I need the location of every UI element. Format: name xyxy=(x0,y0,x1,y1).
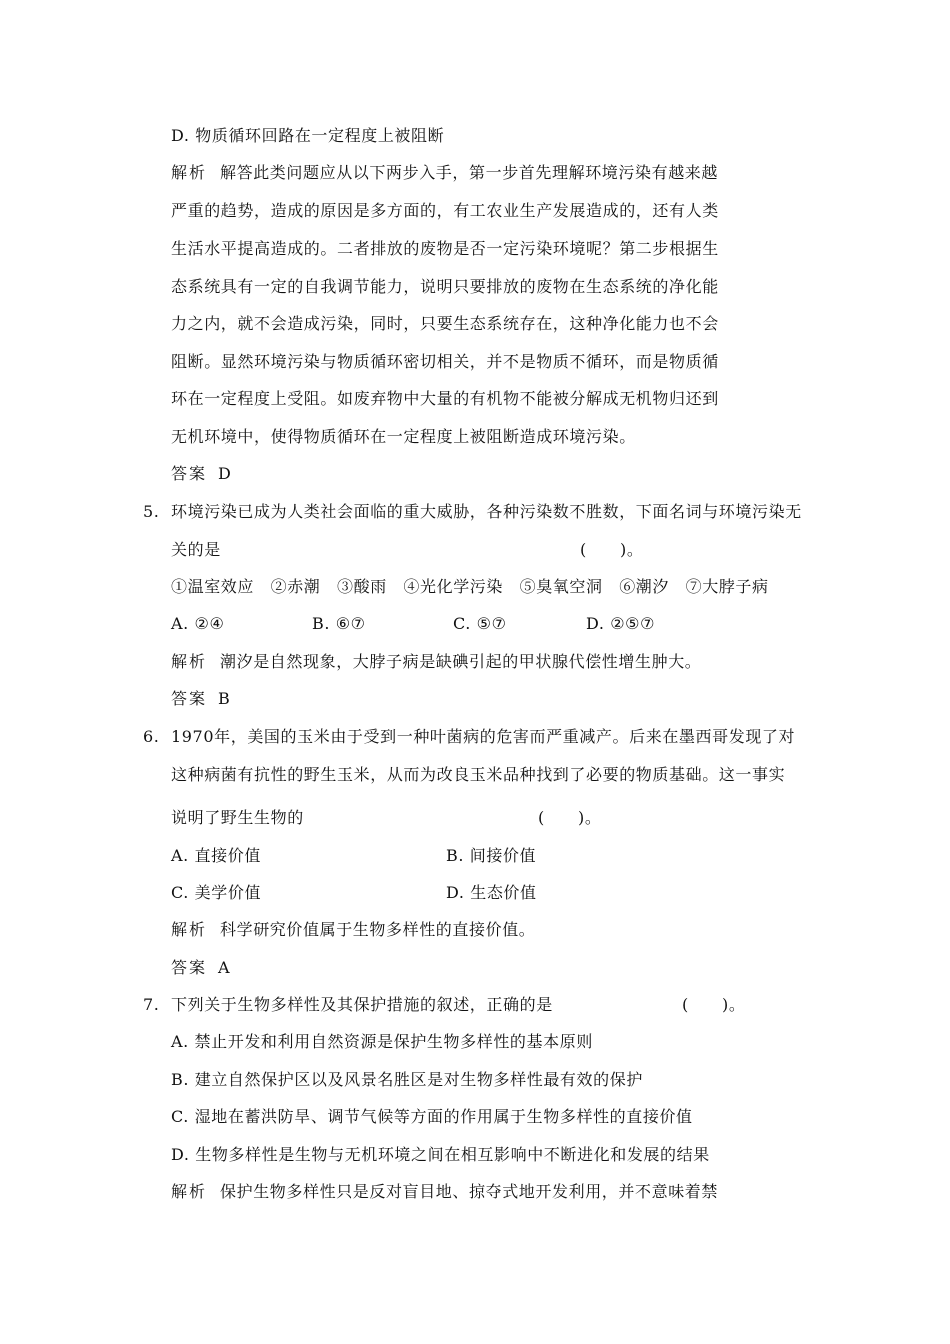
q6-answer-label: 答案 xyxy=(171,958,208,977)
q6-stem: 1970年，美国的玉米由于受到一种叶菌病的危害而严重减产。后来在墨西哥发现了对 xyxy=(171,727,796,746)
q4-analysis-line: 严重的趋势，造成的原因是多方面的，有工农业生产发展造成的，还有人类 xyxy=(171,201,719,220)
q4-option-d: D. 物质循环回路在一定程度上被阻断 xyxy=(171,126,445,145)
q4-analysis-line: 生活水平提高造成的。二者排放的废物是否一定污染环境呢？第二步根据生 xyxy=(171,239,719,258)
q7-option-a: A. 禁止开发和利用自然资源是保护生物多样性的基本原则 xyxy=(171,1032,593,1051)
q6-analysis: 科学研究价值属于生物多样性的直接价值。 xyxy=(220,920,536,939)
q4-analysis-line: 解答此类问题应从以下两步入手，第一步首先理解环境污染有越来越 xyxy=(220,163,719,182)
q5-stem: 环境污染已成为人类社会面临的重大威胁，各种污染数不胜数，下面名词与环境污染无 xyxy=(171,502,802,521)
q5-option-c: C. ⑤⑦ xyxy=(453,614,507,633)
q6-option-b: B. 间接价值 xyxy=(446,846,537,865)
q5-answer: B xyxy=(218,689,231,708)
q4-answer: D xyxy=(218,464,232,483)
q4-analysis-line: 环在一定程度上受阻。如废弃物中大量的有机物不能被分解成无机物归还到 xyxy=(171,389,719,408)
q7-analysis: 保护生物多样性只是反对盲目地、掠夺式地开发利用，并不意味着禁 xyxy=(220,1182,719,1201)
q4-analysis-line: 力之内，就不会造成污染，同时，只要生态系统存在，这种净化能力也不会 xyxy=(171,314,719,333)
q5-option-d: D. ②⑤⑦ xyxy=(586,614,656,633)
q4-answer-label: 答案 xyxy=(171,464,208,483)
q7-option-b: B. 建立自然保护区以及风景名胜区是对生物多样性最有效的保护 xyxy=(171,1070,643,1089)
q4-analysis-line: 无机环境中，使得物质循环在一定程度上被阻断造成环境污染。 xyxy=(171,427,636,446)
q5-answer-blank: ( )。 xyxy=(580,540,644,559)
q6-number: 6. xyxy=(143,727,160,746)
q6-option-a: A. 直接价值 xyxy=(171,846,261,865)
q6-answer: A xyxy=(218,958,231,977)
q7-answer-blank: ( )。 xyxy=(682,995,746,1014)
q6-option-c: C. 美学价值 xyxy=(171,883,262,902)
q5-number: 5. xyxy=(143,502,160,521)
q5-option-a: A. ②④ xyxy=(171,614,225,633)
q4-analysis-label: 解析 xyxy=(171,163,208,182)
q6-stem: 这种病菌有抗性的野生玉米，从而为改良玉米品种找到了必要的物质基础。这一事实 xyxy=(171,765,786,784)
q4-analysis-line: 态系统具有一定的自我调节能力，说明只要排放的废物在生态系统的净化能 xyxy=(171,277,719,296)
q5-analysis: 潮汐是自然现象，大脖子病是缺碘引起的甲状腺代偿性增生肿大。 xyxy=(220,652,702,671)
q6-stem: 说明了野生生物的 xyxy=(171,808,304,827)
q7-stem: 下列关于生物多样性及其保护措施的叙述，正确的是 xyxy=(171,995,553,1014)
q7-option-c: C. 湿地在蓄洪防旱、调节气候等方面的作用属于生物多样性的直接价值 xyxy=(171,1107,693,1126)
q7-number: 7. xyxy=(143,995,160,1014)
q5-option-b: B. ⑥⑦ xyxy=(312,614,366,633)
q7-option-d: D. 生物多样性是生物与无机环境之间在相互影响中不断进化和发展的结果 xyxy=(171,1145,710,1164)
q4-analysis-line: 阻断。显然环境污染与物质循环密切相关，并不是物质不循环，而是物质循 xyxy=(171,352,719,371)
q5-answer-label: 答案 xyxy=(171,689,208,708)
q6-analysis-label: 解析 xyxy=(171,920,208,939)
q5-stem: 关的是 xyxy=(171,540,221,559)
q6-answer-blank: ( )。 xyxy=(538,808,602,827)
q7-analysis-label: 解析 xyxy=(171,1182,208,1201)
q5-items: ①温室效应 ②赤潮 ③酸雨 ④光化学污染 ⑤臭氧空洞 ⑥潮汐 ⑦大脖子病 xyxy=(171,577,769,596)
q5-analysis-label: 解析 xyxy=(171,652,208,671)
q6-option-d: D. 生态价值 xyxy=(446,883,537,902)
